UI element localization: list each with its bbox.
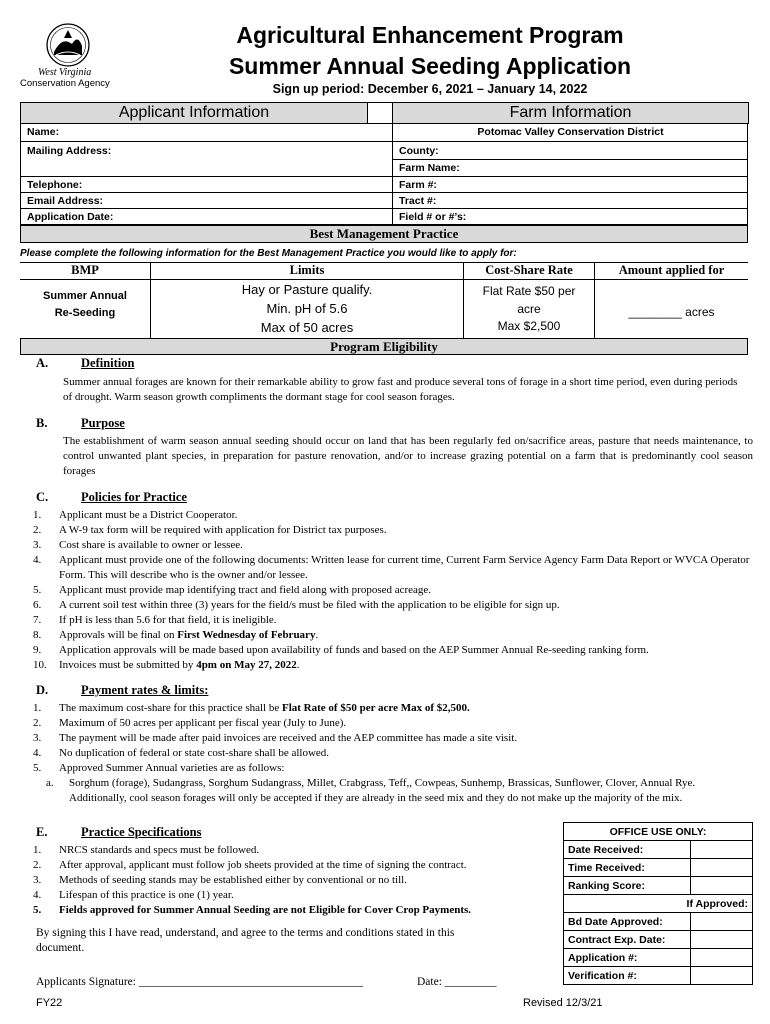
verification-number-label: Verification #: xyxy=(564,967,691,985)
bd-date-value[interactable] xyxy=(691,913,753,931)
spec-item: 5. Fields approved for Summer Annual Seeding are not Eligible for Cover Crop Payments. xyxy=(33,904,472,916)
date-received-value[interactable] xyxy=(691,841,753,859)
payment-item: 4. No duplication of federal or state cost-share shall be allowed. xyxy=(33,747,330,759)
telephone-field[interactable]: Telephone: xyxy=(21,177,392,193)
section-b-text: The establishment of warm season annual seeding should occur on land that has been regularly fed on/sacrifice areas, pasture that needs maintenance, to control unwanted plant species, in preparation for pasture renovation, and/or to increase grazing potential on a farm that is predominantly cool season forages xyxy=(63,435,753,477)
section-a-title: Definition xyxy=(81,356,135,370)
policy-item: 4. Applicant must provide one of the following documents: Written lease for current time, Current Farm Service Agency Farm Data Report or WVCA Operator Form. This will describe who is the owner and/or lessee. xyxy=(33,554,750,581)
spec-item: 1. NRCS standards and specs must be followed. xyxy=(33,844,260,856)
col-cost-share: Cost-Share Rate xyxy=(485,263,573,277)
policy-item: 10. Invoices must be submitted by 4pm on May 27, 2022. xyxy=(33,659,300,671)
bmp-heading: Best Management Practice xyxy=(20,225,748,243)
verification-number-value[interactable] xyxy=(691,967,753,985)
info-table xyxy=(20,102,748,225)
policy-item: 7. If pH is less than 5.6 for that field, it is ineligible. xyxy=(33,614,277,626)
office-use-table xyxy=(563,822,753,985)
field-number-field[interactable]: Field # or #’s: xyxy=(399,211,467,223)
cost-3: Max $2,500 xyxy=(497,319,561,333)
applicant-heading: Applicant Information xyxy=(20,102,368,124)
spec-item: 4. Lifespan of this practice is one (1) year. xyxy=(33,889,234,901)
section-e-title: Practice Specifications xyxy=(81,825,202,839)
application-number-label: Application #: xyxy=(564,949,691,967)
limit-2: Min. pH of 5.6 xyxy=(266,301,348,316)
section-a-text: Summer annual forages are known for their remarkable ability to grow fast and produce several tons of forage in a short time period, even during periods of drought. Warm season growth compliments the dormant stage for cool season forages. xyxy=(63,376,738,403)
ranking-score-label: Ranking Score: xyxy=(564,877,691,895)
contract-exp-value[interactable] xyxy=(691,931,753,949)
policy-item: 6. A current soil test within three (3) years for the field/s must be filed with the application to be eligible for sign up. xyxy=(33,599,560,611)
bmp-name-2: Re-Seeding xyxy=(54,307,116,319)
farm-heading: Farm Information xyxy=(392,102,749,124)
spec-item: 3. Methods of seeding stands may be established either by conventional or no till. xyxy=(33,874,407,886)
limit-3: Max of 50 acres xyxy=(260,320,354,335)
signup-period: Sign up period: December 6, 2021 – January 14, 2022 xyxy=(272,82,588,96)
office-use-heading: OFFICE USE ONLY: xyxy=(564,823,753,841)
footer-fy: FY22 xyxy=(36,997,63,1009)
time-received-label: Time Received: xyxy=(564,859,691,877)
amount-acres-field[interactable]: ________ acres xyxy=(628,305,715,319)
logo-line2: Conservation Agency xyxy=(20,78,110,89)
title-line1: Agricultural Enhancement Program xyxy=(236,22,624,48)
cost-2: acre xyxy=(517,302,541,316)
policy-item: 8. Approvals will be final on First Wednesday of February. xyxy=(33,629,319,641)
wvca-seal-icon xyxy=(20,22,116,72)
payment-item: 5. Approved Summer Annual varieties are as follows: xyxy=(33,762,285,774)
payment-sub-item: a. Sorghum (forage), Sudangrass, Sorghum Sudangrass, Millet, Crabgrass, Teff,, Cowpeas, Sunhemp, Brassicas, Sunflower, Clover, Annual Rye. Additionally, cool season forages will only be accepted if they are already in the seed mix and they do not make up the majority of the mix. xyxy=(46,777,696,804)
col-limits: Limits xyxy=(289,263,325,277)
section-a-letter: A. xyxy=(36,356,49,370)
payment-list xyxy=(33,701,753,776)
eligibility-heading: Program Eligibility xyxy=(20,338,748,355)
section-d-title: Payment rates & limits: xyxy=(81,683,209,697)
logo-line1: West Virginia xyxy=(38,67,92,78)
name-field[interactable]: Name: xyxy=(21,124,392,142)
payment-item: 2. Maximum of 50 acres per applicant per fiscal year (July to June). xyxy=(33,717,347,729)
policy-item: 2. A W-9 tax form will be required with application for District tax purposes. xyxy=(33,524,387,536)
policies-list xyxy=(33,508,753,673)
contract-exp-label: Contract Exp. Date: xyxy=(564,931,691,949)
tract-number-field[interactable]: Tract #: xyxy=(393,193,748,209)
county-field[interactable]: County: xyxy=(393,142,748,160)
bmp-name-1: Summer Annual xyxy=(43,290,127,302)
bmp-instruction: Please complete the following information for the Best Management Practice you would like to apply for: xyxy=(20,248,517,259)
agency-logo xyxy=(20,22,116,92)
cost-1: Flat Rate $50 per xyxy=(482,284,576,298)
footer-revised: Revised 12/3/21 xyxy=(523,997,603,1009)
time-received-value[interactable] xyxy=(691,859,753,877)
bd-date-label: Bd Date Approved: xyxy=(564,913,691,931)
policy-item: 3. Cost share is available to owner or lessee. xyxy=(33,539,243,551)
mailing-address-field[interactable]: Mailing Address: xyxy=(21,142,392,177)
section-e-letter: E. xyxy=(36,825,48,839)
section-b-title: Purpose xyxy=(81,416,125,430)
farm-number-field[interactable]: Farm #: xyxy=(393,177,748,193)
payment-item: 3. The payment will be made after paid invoices are received and the AEP committee has made a site visit. xyxy=(33,732,518,744)
if-approved-label: If Approved: xyxy=(564,895,753,913)
email-field[interactable]: Email Address: xyxy=(21,193,392,209)
application-date-field[interactable]: Application Date: xyxy=(27,211,114,223)
policy-item: 9. Application approvals will be made based upon availability of funds and based on the AEP Summer Annual Re-seeding ranking form. xyxy=(33,644,649,656)
section-c-letter: C. xyxy=(36,490,49,504)
policy-item: 5. Applicant must provide map identifying tract and field along with proposed acreage. xyxy=(33,584,432,596)
limit-1: Hay or Pasture qualify. xyxy=(241,282,373,297)
application-number-value[interactable] xyxy=(691,949,753,967)
bmp-table xyxy=(20,262,748,338)
specs-list xyxy=(33,843,553,918)
farm-name-field[interactable]: Farm Name: xyxy=(393,160,748,177)
signing-statement: By signing this I have read, understand, and agree to the terms and conditions stated in this document. xyxy=(36,927,455,954)
section-d-letter: D. xyxy=(36,683,49,697)
district-name: Potomac Valley Conservation District xyxy=(393,124,748,142)
col-amount: Amount applied for xyxy=(618,263,725,277)
date-received-label: Date Received: xyxy=(564,841,691,859)
col-bmp: BMP xyxy=(71,263,99,277)
signature-line[interactable]: Applicants Signature: _______________________________________ xyxy=(36,976,364,988)
signature-date-line[interactable]: Date: _________ xyxy=(417,976,497,988)
spec-item: 2. After approval, applicant must follow job sheets provided at the time of signing the contract. xyxy=(33,859,467,871)
policy-item: 1. Applicant must be a District Cooperator. xyxy=(33,509,238,521)
payment-item: 1. The maximum cost-share for this practice shall be Flat Rate of $50 per acre Max of $2,500. xyxy=(33,702,470,714)
ranking-score-value[interactable] xyxy=(691,877,753,895)
section-c-title: Policies for Practice xyxy=(81,490,187,504)
section-b-letter: B. xyxy=(36,416,48,430)
title-line2: Summer Annual Seeding Application xyxy=(228,53,632,79)
